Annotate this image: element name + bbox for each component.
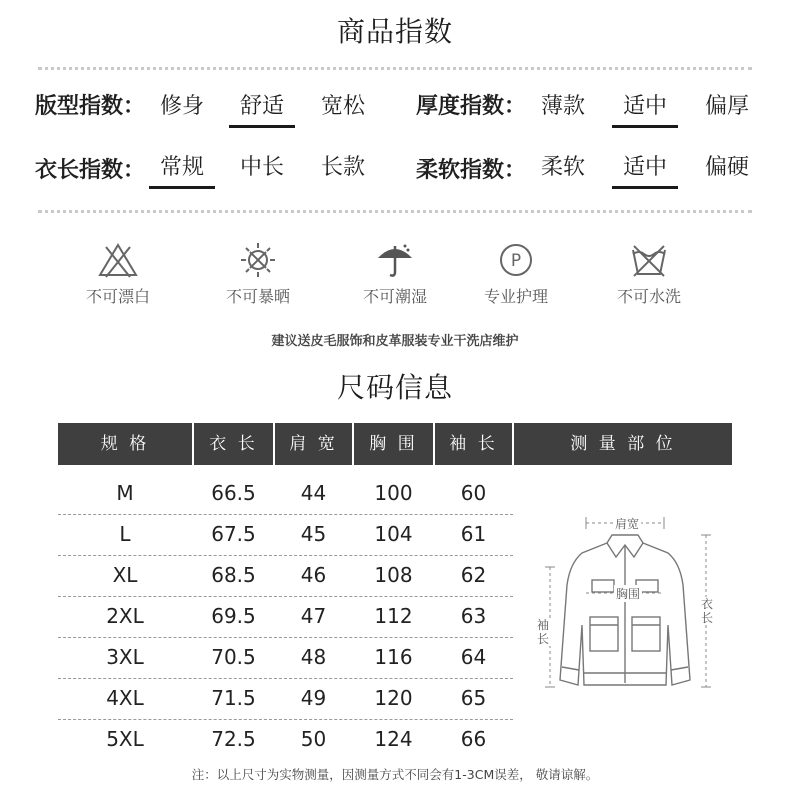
header-divider bbox=[512, 423, 514, 465]
cell-chest: 120 bbox=[374, 686, 413, 710]
jacket-lower-pocket bbox=[632, 617, 660, 651]
cell-size: 3XL bbox=[106, 645, 144, 669]
cell-chest: 112 bbox=[374, 604, 413, 628]
no-wash-icon bbox=[628, 242, 670, 278]
cell-sleeve: 63 bbox=[460, 604, 487, 628]
cell-length: 70.5 bbox=[211, 645, 256, 669]
length-index-label: 衣长指数： bbox=[35, 158, 146, 183]
cell-size: 2XL bbox=[106, 604, 144, 628]
cell-shoulder: 47 bbox=[300, 604, 327, 628]
care-item-no-bleach bbox=[63, 242, 173, 307]
care-label: 不可水洗 bbox=[616, 287, 681, 306]
header-measure: 测 量 部 位 bbox=[570, 434, 676, 454]
section-title-size: 尺码信息 bbox=[336, 371, 453, 404]
header-divider bbox=[352, 423, 354, 465]
size-table-body bbox=[58, 473, 513, 760]
shoulder-label: 肩宽 bbox=[615, 517, 640, 531]
header-divider bbox=[192, 423, 194, 465]
cell-size: M bbox=[116, 481, 134, 505]
professional-care-icon bbox=[495, 242, 537, 278]
jacket-lower-pocket bbox=[590, 617, 618, 651]
svg-text:P: P bbox=[510, 251, 522, 271]
cell-chest: 100 bbox=[374, 481, 413, 505]
cell-shoulder: 50 bbox=[300, 727, 327, 751]
table-row bbox=[58, 678, 513, 719]
header-size: 规 格 bbox=[100, 434, 150, 454]
care-item-professional bbox=[461, 242, 571, 307]
cell-chest: 104 bbox=[374, 522, 413, 546]
cell-sleeve: 64 bbox=[460, 645, 487, 669]
cell-length: 68.5 bbox=[211, 563, 256, 587]
header-length: 衣 长 bbox=[209, 434, 258, 454]
chest-label: 胸围 bbox=[616, 587, 641, 601]
length-option-regular: 常规 bbox=[151, 150, 213, 181]
cell-size: XL bbox=[112, 563, 138, 587]
jacket-chest-pocket bbox=[592, 580, 614, 592]
cell-sleeve: 65 bbox=[460, 686, 487, 710]
header-chest: 胸 围 bbox=[369, 434, 418, 454]
cell-sleeve: 61 bbox=[460, 522, 487, 546]
cell-shoulder: 44 bbox=[300, 481, 327, 505]
softness-option-soft: 柔软 bbox=[540, 155, 585, 180]
fit-option-comfort: 舒适 bbox=[231, 89, 293, 120]
cell-sleeve: 66 bbox=[460, 727, 487, 751]
table-row bbox=[58, 514, 513, 555]
table-row bbox=[58, 555, 513, 596]
cell-chest: 116 bbox=[374, 645, 413, 669]
care-item-no-wash bbox=[594, 242, 704, 307]
size-footnote: 注：以上尺寸为实物测量，因测量方式不同会有1-3CM误差， 敬请谅解。 bbox=[191, 767, 599, 782]
length-option-long: 长款 bbox=[320, 155, 365, 180]
cell-shoulder: 45 bbox=[300, 522, 327, 546]
table-row bbox=[58, 473, 513, 514]
header-divider bbox=[433, 423, 435, 465]
care-item-no-damp bbox=[340, 242, 450, 307]
softness-option-hard: 偏硬 bbox=[704, 155, 749, 180]
cell-size: L bbox=[119, 522, 131, 546]
cell-length: 71.5 bbox=[211, 686, 256, 710]
thickness-option-thick: 偏厚 bbox=[704, 94, 749, 119]
fit-option-loose: 宽松 bbox=[320, 94, 365, 119]
cell-chest: 108 bbox=[374, 563, 413, 587]
fit-index-label: 版型指数： bbox=[35, 94, 146, 119]
sleeve-label: 袖长 bbox=[537, 618, 550, 646]
softness-index-label: 柔软指数： bbox=[416, 158, 527, 183]
fit-option-slim: 修身 bbox=[159, 94, 204, 119]
cell-length: 69.5 bbox=[211, 604, 256, 628]
table-row bbox=[58, 719, 513, 760]
care-note: 建议送皮毛服饰和皮革服装专业干洗店维护 bbox=[271, 334, 519, 349]
length-label: 衣长 bbox=[701, 597, 714, 625]
cell-size: 5XL bbox=[106, 727, 144, 751]
softness-option-medium: 适中 bbox=[614, 150, 676, 181]
thickness-option-medium: 适中 bbox=[614, 89, 676, 120]
cell-shoulder: 48 bbox=[300, 645, 327, 669]
thickness-option-thin: 薄款 bbox=[540, 94, 585, 119]
cell-shoulder: 46 bbox=[300, 563, 327, 587]
no-bleach-icon bbox=[97, 242, 139, 278]
no-sun-icon bbox=[237, 242, 279, 278]
cell-length: 72.5 bbox=[211, 727, 256, 751]
thickness-index-label: 厚度指数： bbox=[416, 94, 527, 119]
no-damp-icon bbox=[374, 242, 416, 278]
care-label: 不可潮湿 bbox=[362, 287, 427, 306]
table-row bbox=[58, 637, 513, 678]
care-label: 不可漂白 bbox=[85, 287, 150, 306]
section-title-index: 商品指数 bbox=[336, 15, 453, 48]
care-label: 不可暴晒 bbox=[225, 287, 290, 306]
divider-top bbox=[38, 67, 752, 70]
header-sleeve: 袖 长 bbox=[449, 434, 498, 454]
cell-length: 67.5 bbox=[211, 522, 256, 546]
cell-sleeve: 62 bbox=[460, 563, 487, 587]
care-label: 专业护理 bbox=[483, 287, 548, 306]
header-divider bbox=[273, 423, 275, 465]
jacket-measure-diagram bbox=[520, 505, 730, 705]
cell-length: 66.5 bbox=[211, 481, 256, 505]
care-item-no-sun bbox=[203, 242, 313, 307]
header-shoulder: 肩 宽 bbox=[289, 434, 338, 454]
table-row bbox=[58, 596, 513, 637]
cell-shoulder: 49 bbox=[300, 686, 327, 710]
cell-sleeve: 60 bbox=[460, 481, 487, 505]
cell-chest: 124 bbox=[374, 727, 413, 751]
length-option-mid: 中长 bbox=[239, 155, 284, 180]
divider-middle bbox=[38, 210, 752, 213]
cell-size: 4XL bbox=[106, 686, 144, 710]
